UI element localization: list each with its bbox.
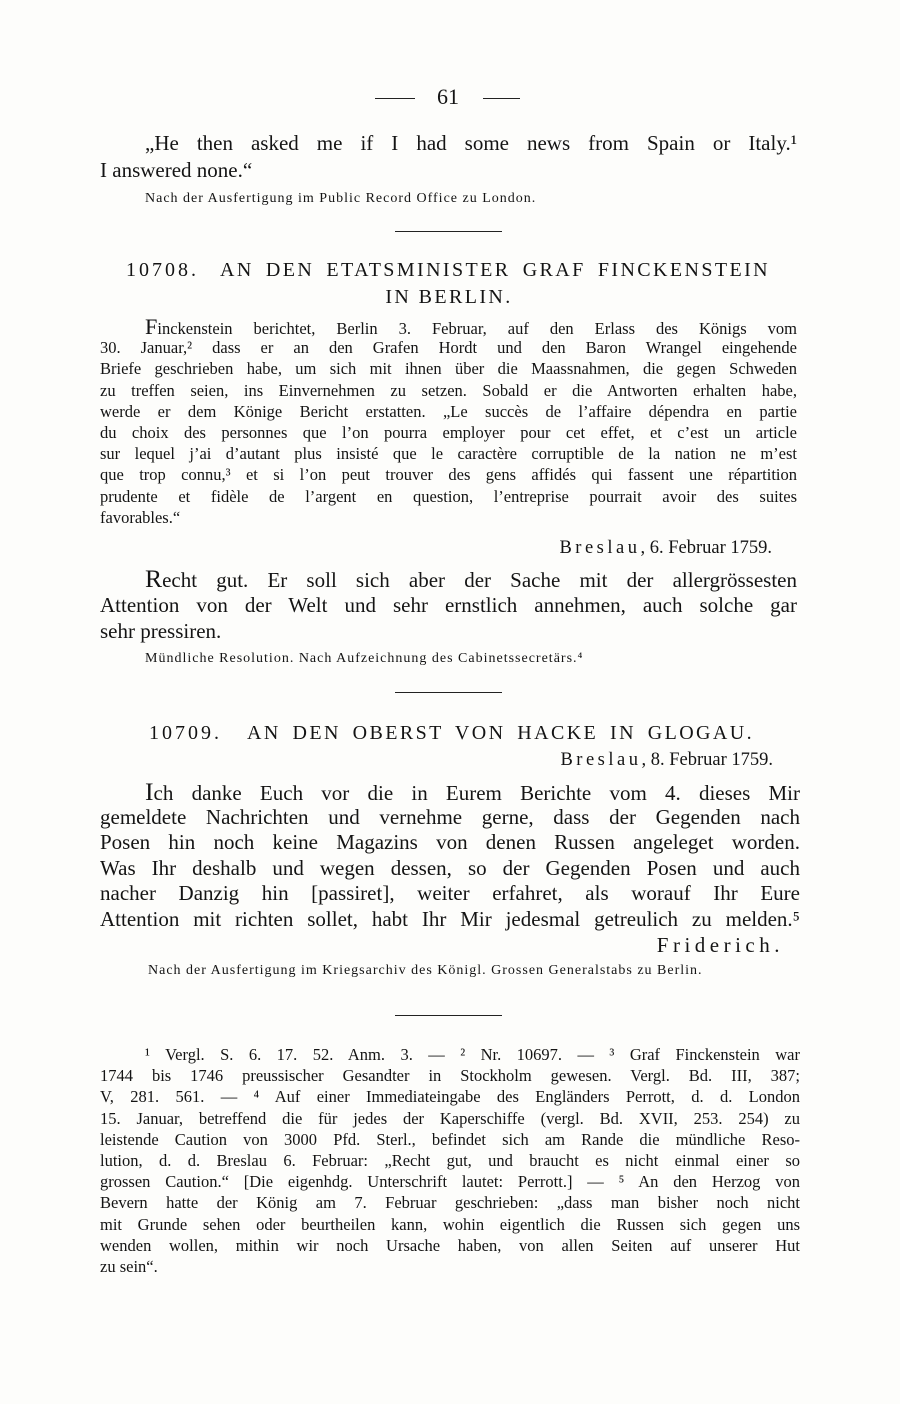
letter-text-line: sehr pressiren. xyxy=(100,619,222,643)
footnote-line: 1744 bis 1746 preussischer Gesandter in Stockholm gewesen. Vergl. Bd. III, 387; xyxy=(100,1066,800,1086)
letter-text-line: nacher Danzig hin [passiret], weiter erfahret, als worauf Ihr Eure xyxy=(100,881,800,905)
letter-text-line: Ich danke Euch vor die in Eurem Berichte vom 4. dieses Mir xyxy=(145,777,800,806)
dateline xyxy=(473,748,773,772)
summary-line: Briefe geschrieben habe, um sich mit ihnen über die Maassnahmen, die gegen Schweden xyxy=(100,359,797,379)
page-number-rule-left xyxy=(375,98,415,99)
footnote-line: 15. Januar, betreffend die für jedes der Kaperschiffe (vergl. Bd. XVII, 253. 254) zu xyxy=(100,1108,800,1128)
letter-text-line: Was Ihr deshalb und wegen dessen, so der Gegenden Posen und auch xyxy=(100,855,800,880)
letter-text xyxy=(100,566,797,644)
summary-line: prudente et fidèle de l’argent en question, l’entreprise pourrait avoir des suites xyxy=(100,486,797,506)
page-number-rule-right xyxy=(483,98,520,99)
footnote-line: Bevern hatte der König am 7. Februar geschrieben: „dass man bisher noch nicht xyxy=(100,1193,800,1213)
signature: Friderich. xyxy=(656,933,784,957)
footnote-line: ¹ Vergl. S. 6. 17. 52. Anm. 3. — ² Nr. 10697. — ³ Graf Finckenstein war xyxy=(145,1045,800,1064)
footnote-line: leistende Caution von 3000 Pfd. Sterl., befindet sich am Rande die mündliche Reso- xyxy=(100,1129,800,1149)
summary-line: du choix des personnes que l’on pourra employer pour cet effet, et c’est un article xyxy=(100,422,797,442)
letter-text-line: Posen hin noch keine Magazins von denen Russen angeleget worden. xyxy=(100,830,800,854)
footnote-line: V, 281. 561. — ⁴ Auf einer Immediateingabe des Engländers Perrott, d. d. London xyxy=(100,1087,800,1107)
footnote-line: zu sein“. xyxy=(100,1256,158,1276)
summary-line: Finckenstein berichtet, Berlin 3. Februar, auf den Erlass des Königs vom xyxy=(145,314,797,339)
document-number: 10709. xyxy=(149,722,222,744)
dateline-date: , 8. Februar 1759. xyxy=(641,750,773,770)
letter-text-line: Recht gut. Er soll sich aber der Sache mit der allergrössesten xyxy=(145,564,797,593)
footnote-line: grossen Caution.“ [Die eigenhdg. Unterschrift lautet: Perrott.] — ⁵ An den Herzog von xyxy=(100,1172,800,1192)
section-separator xyxy=(395,692,502,693)
dateline-date: , 6. Februar 1759. xyxy=(640,538,772,558)
summary-paragraph xyxy=(100,316,797,528)
footnote-separator xyxy=(395,1015,502,1016)
summary-line: sur lequel j’ai d’autant plus insisté que le caractère corruptible de la nation ne m’est xyxy=(100,444,797,464)
summary-line: que trop connu,³ et si l’on peut trouver des gens affidés qui fassent une répartition xyxy=(100,465,797,485)
dateline-place: Breslau xyxy=(560,750,642,770)
document-number: 10708. xyxy=(126,259,199,281)
page-number: 61 xyxy=(437,84,459,109)
document-title: AN DEN ETATSMINISTER GRAF FINCKENSTEIN xyxy=(220,259,770,281)
letter-text-line: Attention von der Welt und sehr ernstlich annehmen, auch solche gar xyxy=(100,593,797,617)
continuation-line: „He then asked me if I had some news from Spain or Italy.¹ xyxy=(145,131,797,155)
summary-line: favorables.“ xyxy=(100,507,181,527)
document-title: IN BERLIN. xyxy=(385,286,513,308)
letter-text xyxy=(100,779,800,932)
dateline xyxy=(472,536,772,560)
dateline-place: Breslau xyxy=(559,538,641,558)
footnotes xyxy=(100,1044,800,1277)
letter-text-line: gemeldete Nachrichten und vernehme gerne, dass der Gegenden nach xyxy=(100,804,800,829)
source-note: Nach der Ausfertigung im Public Record Office zu London. xyxy=(145,191,537,206)
document-title: AN DEN OBERST VON HACKE IN GLOGAU. xyxy=(247,722,754,744)
continuation-line: I answered none.“ xyxy=(100,158,253,182)
source-note: Mündliche Resolution. Nach Aufzeichnung des Cabinetssecretärs.⁴ xyxy=(145,651,584,666)
summary-line: zu treffen seien, ins Einvernehmen zu setzen. Sobald er die Antworten erhalten habe, xyxy=(100,380,797,400)
footnote-line: mit Grunde sehen oder beurtheilen kann, wohin eigentlich die Russen sich gegen uns xyxy=(100,1214,800,1234)
letter-text-line: Attention mit richten sollet, habt Ihr Mir jedesmal getreulich zu melden.⁵ xyxy=(100,906,800,931)
source-note: Nach der Ausfertigung im Kriegsarchiv des Königl. Grossen Generalstabs zu Berlin. xyxy=(148,963,703,978)
footnote-line: lution, d. d. Breslau 6. Februar: „Recht gut, und braucht es nicht einmal einer so xyxy=(100,1150,800,1170)
summary-line: werde er dem Könige Bericht erstatten. „Le succès de l’affaire dépendra en partie xyxy=(100,401,797,421)
continuation-text xyxy=(100,130,797,184)
section-separator xyxy=(395,231,502,232)
footnote-line: wenden wollen, mithin wir noch Ursache haben, von allen Seiten auf unserer Hut xyxy=(100,1235,800,1255)
summary-line: 30. Januar,² dass er an den Grafen Hordt und den Baron Wrangel eingehende xyxy=(100,338,797,358)
